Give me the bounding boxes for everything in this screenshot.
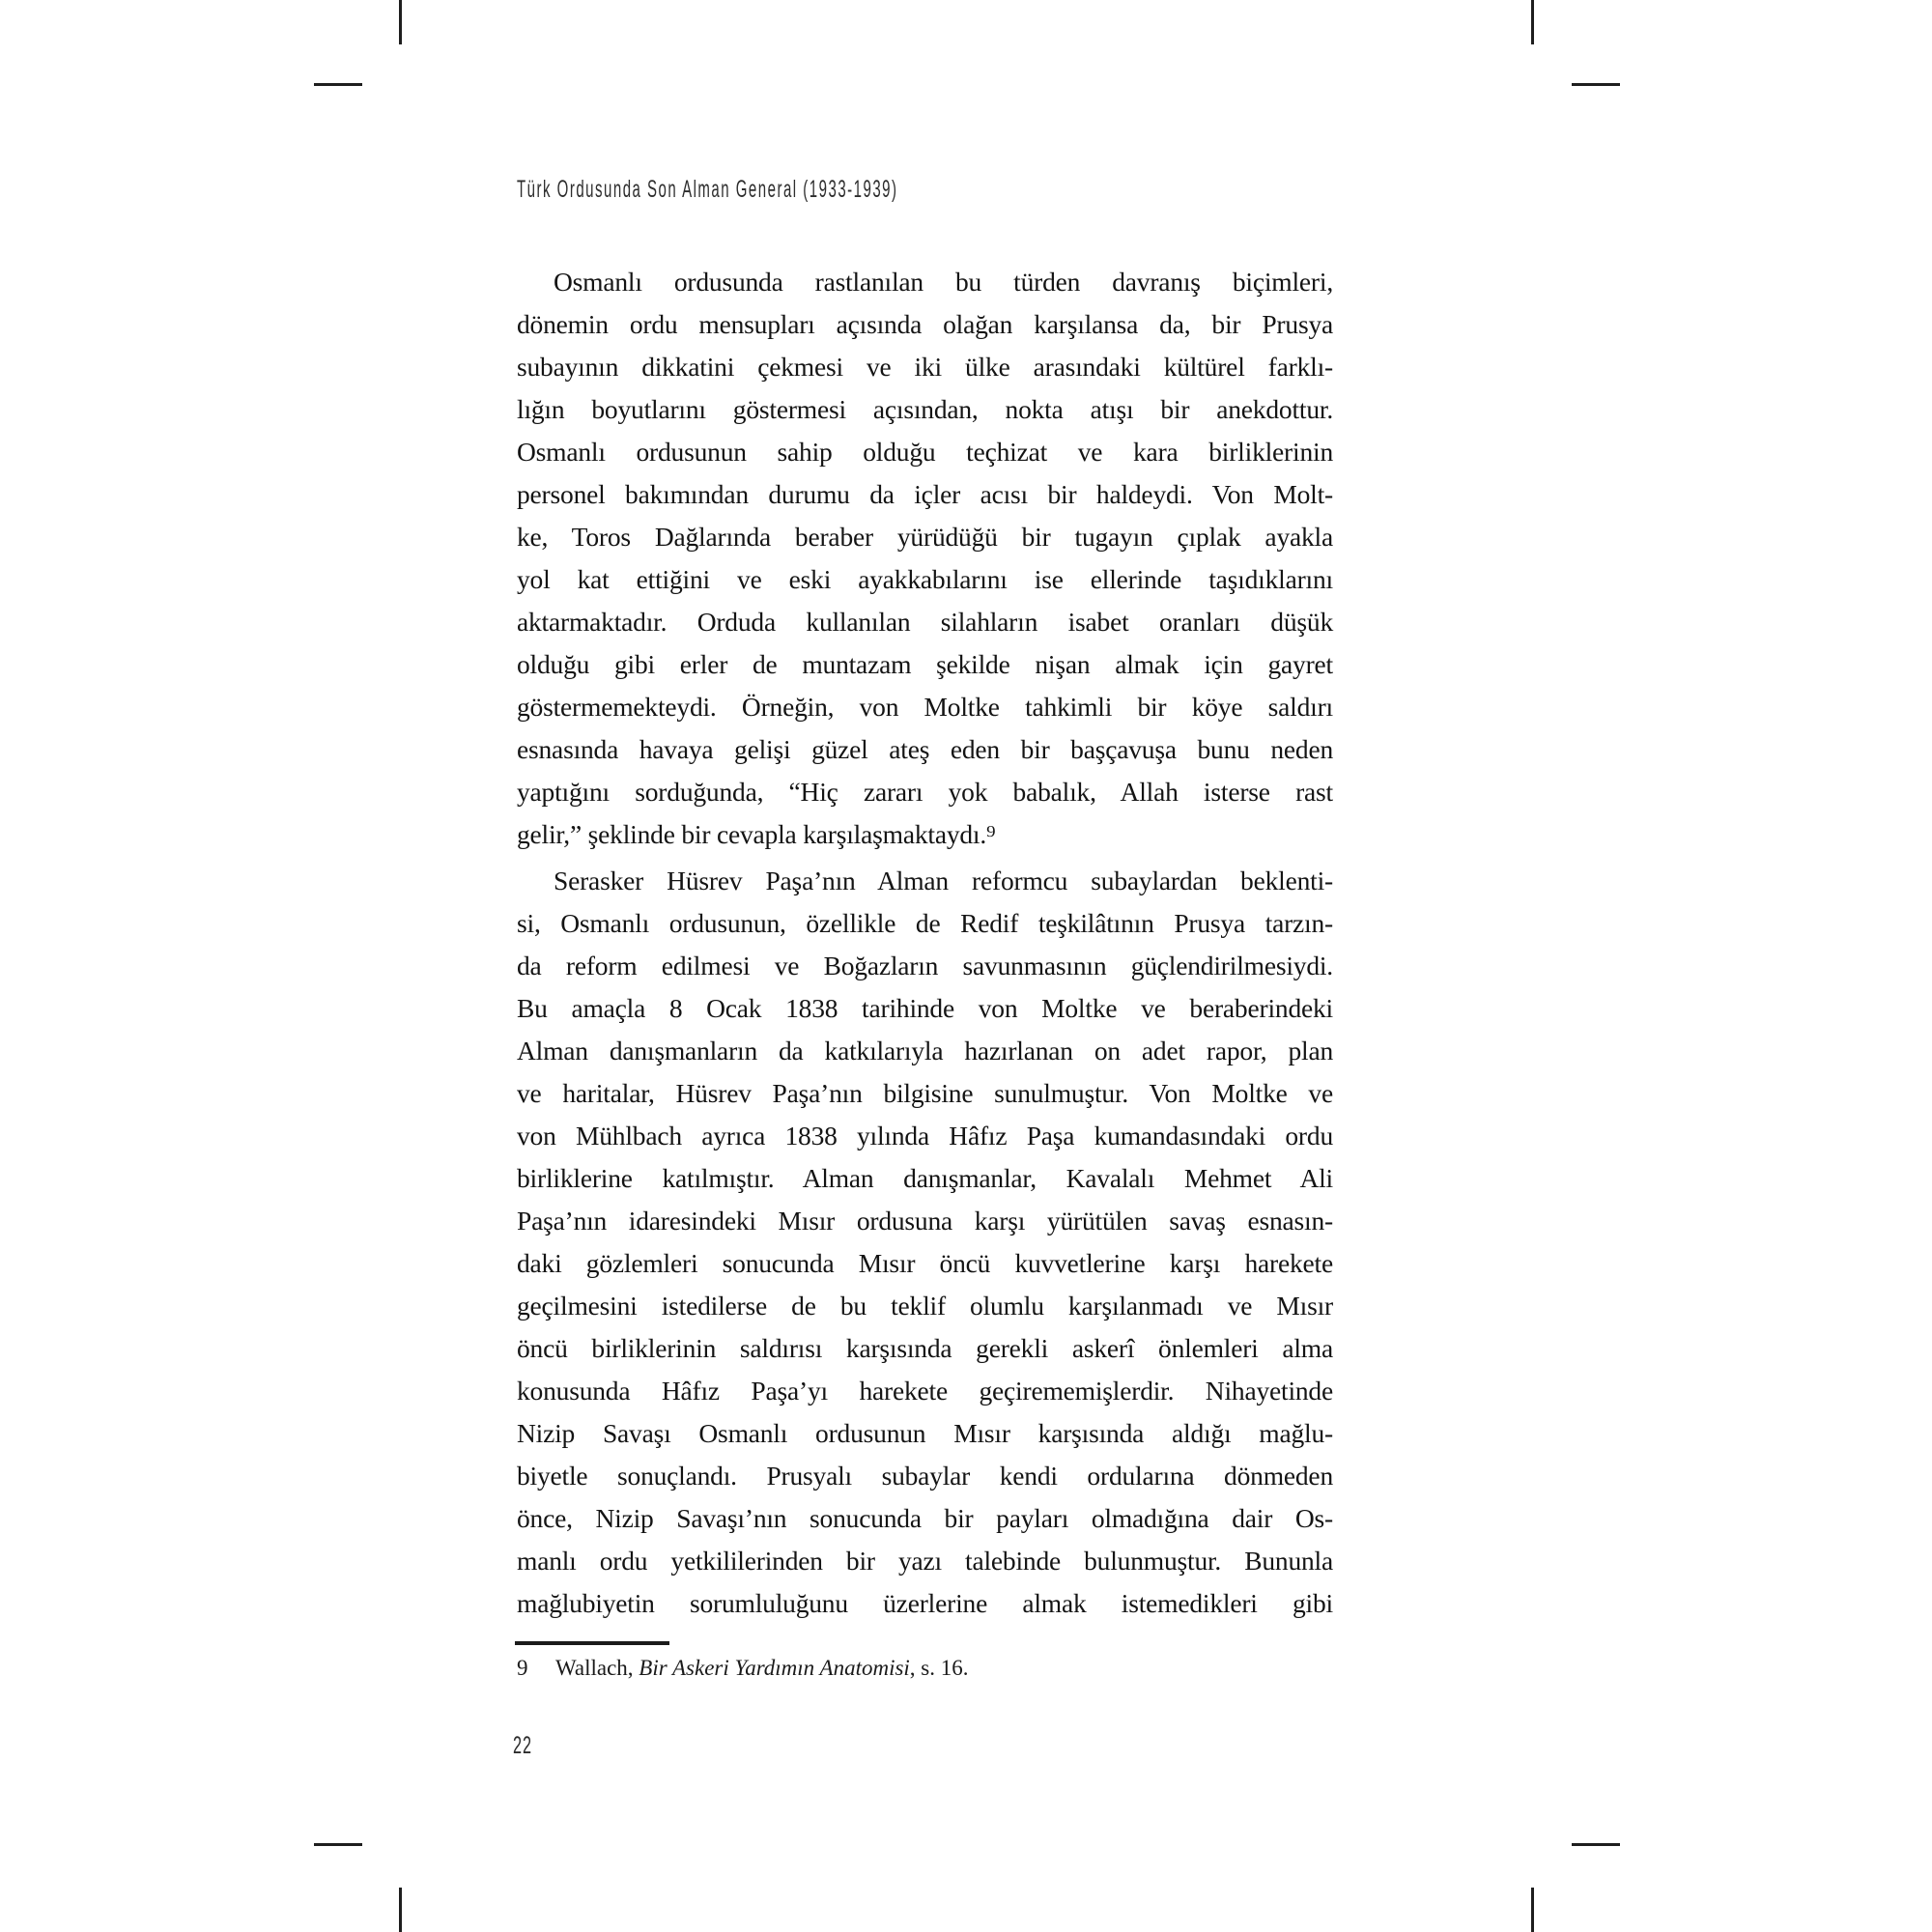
text-line: öncü birliklerinin saldırısı karşısında gerekli askerî önlemleri alma bbox=[517, 1333, 1333, 1363]
text-line: biyetle sonuçlandı. Prusyalı subaylar kendi ordularına dönmeden bbox=[517, 1461, 1333, 1491]
crop-mark-bottom-left-horizontal bbox=[314, 1843, 362, 1846]
text-line: geçilmesini istedilerse de bu teklif olumlu karşılanmadı ve Mısır bbox=[517, 1291, 1333, 1321]
text-line: si, Osmanlı ordusunun, özellikle de Redif teşkilâtının Prusya tarzın- bbox=[517, 908, 1333, 938]
text-line: lığın boyutlarını göstermesi açısından, nokta atışı bir anekdottur. bbox=[517, 394, 1333, 424]
page-number: 22 bbox=[513, 1732, 533, 1759]
body-text bbox=[517, 261, 1333, 1625]
text-line: Serasker Hüsrev Paşa’nın Alman reformcu subaylardan beklenti- bbox=[554, 866, 1333, 895]
text-line: göstermemekteydi. Örneğin, von Moltke tahkimli bir köye saldırı bbox=[517, 692, 1333, 722]
text-line: personel bakımından durumu da içler acısı bir haldeydi. Von Molt- bbox=[517, 479, 1333, 509]
text-line: dönemin ordu mensupları açısında olağan karşılansa da, bir Prusya bbox=[517, 309, 1333, 339]
text-line: ke, Toros Dağlarında beraber yürüdüğü bir tugayın çıplak ayakla bbox=[517, 522, 1333, 552]
text-line: Alman danışmanların da katkılarıyla hazırlanan on adet rapor, plan bbox=[517, 1036, 1333, 1065]
text-line: ve haritalar, Hüsrev Paşa’nın bilgisine sunulmuştur. Von Moltke ve bbox=[517, 1078, 1333, 1108]
running-head: Türk Ordusunda Son Alman General (1933-1939) bbox=[517, 176, 898, 203]
text-line: Nizip Savaşı Osmanlı ordusunun Mısır karşısında aldığı mağlu- bbox=[517, 1418, 1333, 1448]
footnote-suffix: , s. 16. bbox=[909, 1656, 969, 1680]
text-line: konusunda Hâfız Paşa’yı harekete geçirememişlerdir. Nihayetinde bbox=[517, 1376, 1333, 1406]
footnote bbox=[517, 1654, 1333, 1683]
text-line: Bu amaçla 8 Ocak 1838 tarihinde von Moltke ve beraberindeki bbox=[517, 993, 1333, 1023]
text-line: da reform edilmesi ve Boğazların savunmasının güçlendirilmesiydi. bbox=[517, 951, 1333, 980]
text-line: mağlubiyetin sorumluluğunu üzerlerine almak istemedikleri gibi bbox=[517, 1588, 1333, 1618]
text-line: olduğu gibi erler de muntazam şekilde nişan almak için gayret bbox=[517, 649, 1333, 679]
text-line: Paşa’nın idaresindeki Mısır ordusuna karşı yürütülen savaş esnasın- bbox=[517, 1206, 1333, 1236]
text-line: manlı ordu yetkililerinden bir yazı talebinde bulunmuştur. Bununla bbox=[517, 1546, 1333, 1576]
crop-mark-top-right-vertical bbox=[1531, 0, 1534, 44]
footnote-separator-rule bbox=[515, 1641, 669, 1645]
text-line: yaptığını sorduğunda, “Hiç zararı yok babalık, Allah isterse rast bbox=[517, 777, 1333, 807]
footnote-author: Wallach, bbox=[555, 1656, 639, 1680]
crop-mark-top-right-horizontal bbox=[1572, 83, 1620, 86]
text-line: Osmanlı ordusunun sahip olduğu teçhizat ve kara birliklerinin bbox=[517, 437, 1333, 467]
crop-mark-top-left-vertical bbox=[399, 0, 402, 44]
footnote-work-title: Bir Askeri Yardımın Anatomisi bbox=[639, 1656, 910, 1680]
crop-mark-bottom-right-vertical bbox=[1531, 1888, 1534, 1932]
text-line: von Mühlbach ayrıca 1838 yılında Hâfız Paşa kumandasındaki ordu bbox=[517, 1121, 1333, 1151]
text-line: aktarmaktadır. Orduda kullanılan silahların isabet oranları düşük bbox=[517, 607, 1333, 637]
text-line: gelir,” şeklinde bir cevapla karşılaşmaktaydı.⁹ bbox=[517, 819, 996, 849]
text-line: subayının dikkatini çekmesi ve iki ülke arasındaki kültürel farklı- bbox=[517, 352, 1333, 382]
text-line: yol kat ettiğini ve eski ayakkabılarını ise ellerinde taşıdıklarını bbox=[517, 564, 1333, 594]
text-line: önce, Nizip Savaşı’nın sonucunda bir payları olmadığına dair Os- bbox=[517, 1503, 1333, 1533]
text-line: birliklerine katılmıştır. Alman danışmanlar, Kavalalı Mehmet Ali bbox=[517, 1163, 1333, 1193]
footnote-marker: 9 bbox=[517, 1656, 528, 1680]
text-line: esnasında havaya gelişi güzel ateş eden bir başçavuşa bunu neden bbox=[517, 734, 1333, 764]
crop-mark-bottom-left-vertical bbox=[399, 1888, 402, 1932]
text-line: daki gözlemleri sonucunda Mısır öncü kuvvetlerine karşı harekete bbox=[517, 1248, 1333, 1278]
crop-mark-top-left-horizontal bbox=[314, 83, 362, 86]
text-line: Osmanlı ordusunda rastlanılan bu türden davranış biçimleri, bbox=[554, 267, 1333, 297]
crop-mark-bottom-right-horizontal bbox=[1572, 1843, 1620, 1846]
